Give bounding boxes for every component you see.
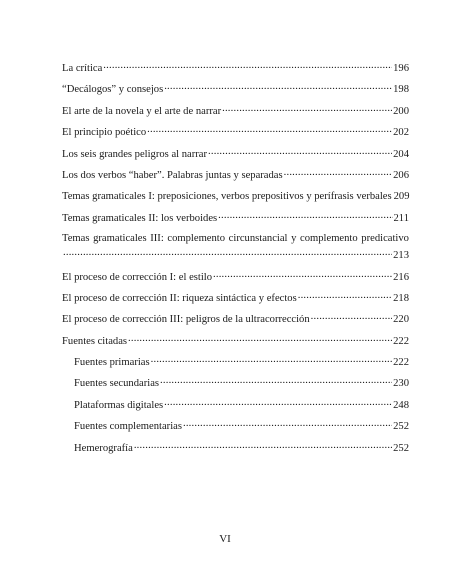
toc-entry xyxy=(62,61,409,82)
toc-entry-label: Fuentes complementarias xyxy=(74,421,182,433)
toc-leader-dots xyxy=(183,419,392,429)
toc-leader-dots xyxy=(151,355,392,365)
toc-entry-page: 222 xyxy=(393,357,409,369)
toc-leader-dots xyxy=(128,334,392,344)
toc-entry-page: 248 xyxy=(393,399,409,411)
toc-subentry xyxy=(62,398,409,419)
toc-entry-label: Plataformas digitales xyxy=(74,399,164,411)
toc-leader-dots xyxy=(63,248,392,258)
toc-leader-dots xyxy=(222,104,392,114)
toc-entry xyxy=(62,312,409,333)
toc-entry xyxy=(62,291,409,312)
toc-label-word: gramaticales xyxy=(93,233,147,245)
toc-entry xyxy=(62,82,409,103)
toc-entry-label: La crítica xyxy=(62,63,103,74)
toc-entry-page: 198 xyxy=(393,84,409,96)
toc-label-word: circunstancial xyxy=(228,233,288,245)
toc-entry-page: 230 xyxy=(393,378,409,390)
toc-entry-page: 196 xyxy=(393,63,409,74)
toc-subentry xyxy=(62,355,409,376)
toc-entry-page: 252 xyxy=(393,421,409,433)
toc-entry-label: Fuentes secundarias xyxy=(74,378,160,390)
toc-entry xyxy=(62,168,409,189)
toc-leader-dots xyxy=(311,312,392,322)
toc-entry-label xyxy=(62,232,409,248)
toc-entry-page: 216 xyxy=(393,271,409,283)
page-number: VI xyxy=(219,533,231,545)
toc-leader-dots xyxy=(147,125,392,135)
toc-entry-page: 211 xyxy=(393,212,409,224)
toc-leader-dots xyxy=(134,441,392,451)
toc-label-word: complemento xyxy=(300,233,358,245)
toc-leader-dots xyxy=(160,376,392,386)
toc-leader-dots xyxy=(103,61,392,71)
toc-subentry xyxy=(62,376,409,397)
toc-entry-label: Temas gramaticales II: los verboides xyxy=(62,212,218,224)
toc-entry-page: 206 xyxy=(393,169,409,181)
toc-label-word: predicativo xyxy=(361,233,409,245)
toc-leader-dots xyxy=(218,211,392,221)
toc-entry xyxy=(62,189,409,210)
toc-label-word: y xyxy=(291,233,297,245)
toc-subentry xyxy=(62,419,409,440)
toc-entry-page: 213 xyxy=(393,250,409,262)
toc-leader-dots xyxy=(213,270,392,280)
toc-entry-label: Los seis grandes peligros al narrar xyxy=(62,148,208,160)
toc-entry-label: Hemerografía xyxy=(74,442,133,454)
toc-entry-label: El proceso de corrección II: riqueza sintáctica y efectos xyxy=(62,292,297,304)
toc-entry-label: Los dos verbos “haber”. Palabras juntas y separadas xyxy=(62,169,283,181)
toc-entry-page: 204 xyxy=(393,148,409,160)
toc-subentry xyxy=(62,441,409,462)
toc-leader-dots xyxy=(284,168,392,178)
toc-entry xyxy=(62,125,409,146)
toc-entry-page: 220 xyxy=(393,314,409,326)
toc-entry-page: 200 xyxy=(393,105,409,117)
toc-label-word: Temas xyxy=(62,233,90,245)
toc-entry-label: Temas gramaticales I: preposiciones, verbos prepositivos y perífrasis verbales xyxy=(62,191,392,203)
toc-entry-page: 209 xyxy=(393,191,410,203)
toc-entry-label: El proceso de corrección III: peligros de la ultracorrección xyxy=(62,314,310,326)
toc-entry xyxy=(62,270,409,291)
toc-entry-label: El proceso de corrección I: el estilo xyxy=(62,271,213,283)
toc-entry-page: 202 xyxy=(393,127,409,139)
toc-entry-page: 222 xyxy=(393,335,409,347)
toc-entry-label: El arte de la novela y el arte de narrar xyxy=(62,105,222,117)
toc-entry-page: 252 xyxy=(393,442,409,454)
toc-entry xyxy=(62,211,409,232)
toc-leader-dots xyxy=(208,147,392,157)
toc-entry-page: 218 xyxy=(393,292,409,304)
toc-entry xyxy=(62,334,409,355)
toc-entry-label: “Decálogos” y consejos xyxy=(62,84,164,96)
toc-leader-dots xyxy=(298,291,392,301)
toc-entry xyxy=(62,147,409,168)
toc-entry xyxy=(62,104,409,125)
toc-entry-label: El principio poético xyxy=(62,127,147,139)
toc-label-word: III: xyxy=(150,233,164,245)
toc-entry xyxy=(62,232,409,269)
toc-leader-dots xyxy=(164,398,392,408)
toc-leader-dots xyxy=(164,82,392,92)
table-of-contents xyxy=(62,61,409,462)
toc-entry-label: Fuentes primarias xyxy=(74,357,150,369)
toc-label-word: complemento xyxy=(167,233,226,245)
toc-entry-label: Fuentes citadas xyxy=(62,335,128,347)
